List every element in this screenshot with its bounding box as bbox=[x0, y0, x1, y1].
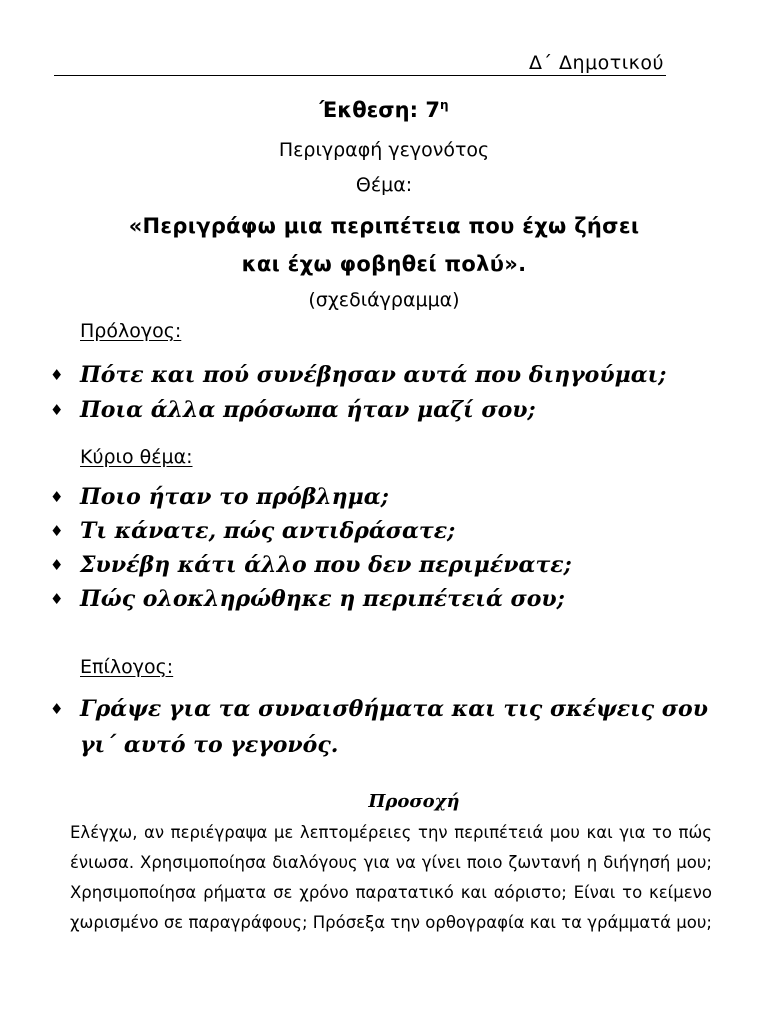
main-topic-item-text: Συνέβη κάτι άλλο που δεν περιμένατε; bbox=[80, 552, 572, 578]
prologue-heading: Πρόλογος: bbox=[80, 320, 182, 342]
prologue-item-text: Πότε και πού συνέβησαν αυτά που διηγούμαι; bbox=[80, 362, 667, 388]
prologue-item bbox=[50, 392, 708, 428]
attention-heading bbox=[0, 791, 768, 812]
theme-label: Θέμα: bbox=[355, 174, 413, 196]
diamond-bullet-icon: ♦ bbox=[50, 366, 64, 384]
diamond-bullet-icon: ♦ bbox=[50, 590, 64, 608]
grade-label: Δ΄ Δημοτικού bbox=[529, 52, 664, 74]
prologue-item-text: Ποια άλλα πρόσωπα ήταν μαζί σου; bbox=[80, 397, 536, 423]
epilogue-item-text: Γράψε για τα συναισθήματα και τις σκέψεις σου γι΄ αυτό το γεγονός. bbox=[80, 696, 708, 758]
main-topic-item-text: Ποιο ήταν το πρόβλημα; bbox=[80, 484, 389, 510]
title-text: Έκθεση: 7 bbox=[319, 98, 440, 122]
main-topic-item bbox=[50, 513, 708, 549]
plan-label: (σχεδιάγραμμα) bbox=[308, 289, 460, 311]
main-topic-item bbox=[50, 479, 708, 515]
epilogue-heading: Επίλογος: bbox=[80, 656, 174, 678]
diamond-bullet-icon: ♦ bbox=[50, 488, 64, 506]
main-topic-heading: Κύριο θέμα: bbox=[80, 446, 193, 468]
diamond-bullet-icon: ♦ bbox=[50, 401, 64, 419]
diamond-bullet-icon: ♦ bbox=[50, 556, 64, 574]
epilogue-item bbox=[50, 691, 708, 763]
main-topic-item-text: Τι κάνατε, πώς αντιδράσατε; bbox=[80, 518, 456, 544]
diamond-bullet-icon: ♦ bbox=[50, 700, 64, 718]
title-superscript: η bbox=[439, 98, 449, 112]
page-title bbox=[0, 98, 768, 122]
attention-heading-text: Προσοχή bbox=[368, 791, 460, 812]
main-topic-item-text: Πώς ολοκληρώθηκε η περιπέτειά σου; bbox=[80, 586, 565, 612]
subtitle: Περιγραφή γεγονότος bbox=[278, 139, 490, 161]
theme-line-1: «Περιγράφω μια περιπέτεια που έχω ζήσει bbox=[128, 214, 640, 238]
main-topic-item bbox=[50, 547, 708, 583]
main-topic-item bbox=[50, 581, 708, 617]
theme-line-2: και έχω φοβηθεί πολύ». bbox=[241, 252, 527, 276]
attention-note: Ελέγχω, αν περιέγραψα με λεπτομέρειες την περιπέτειά μου και για το πώς ένιωσα. Χρησιμοποίησα διαλόγους για να γίνει ποιο ζωντανή η διήγησή μου; Χρησιμοποίησα ρήματα σε χρόνο παρατατικό και αόριστο; Είναι το κείμενο χωρισμένο σε παραγράφους; Πρόσεξα την ορθογραφία και τα γράμματά μου; bbox=[70, 823, 712, 932]
header-rule bbox=[54, 75, 666, 76]
prologue-item bbox=[50, 357, 708, 393]
diamond-bullet-icon: ♦ bbox=[50, 522, 64, 540]
